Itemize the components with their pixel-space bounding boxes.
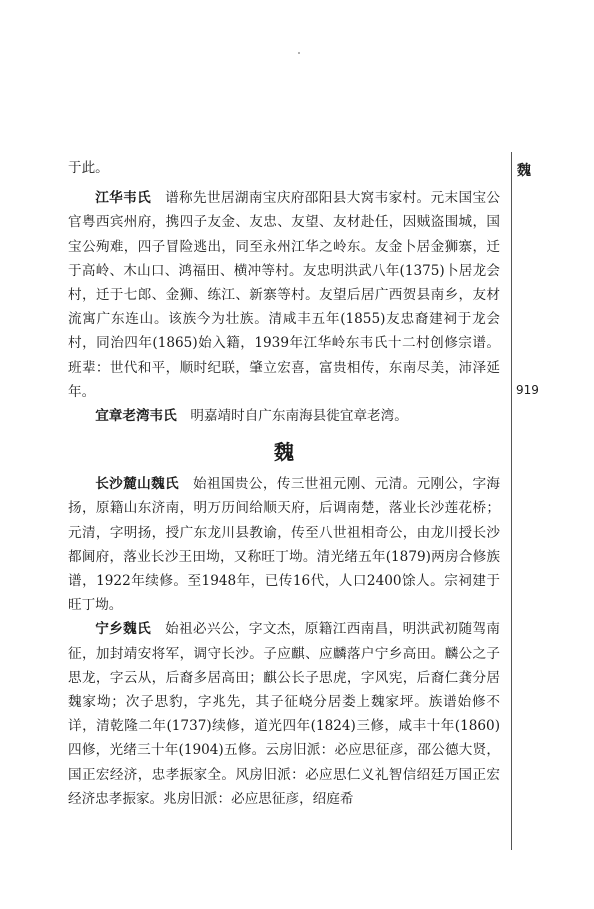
entry-text: 始祖国贵公，传三世祖元刚、元清。元刚公，字海扬，原籍山东济南，明万历间给顺天府，后调南楚，落业长沙莲花桥；元清，字明扬，授广东龙川县教谕，传至八世祖相奇公，由龙川授长沙都阃府，落业长沙王田坳，又称旺丁坳。清光绪五年(1879)两房合修族谱，1922年续修。至1948年，已传16代，人口2400馀人。宗祠建于旺丁坳。: [68, 476, 501, 614]
section-heading: 魏: [274, 440, 294, 465]
section-tab: 魏: [517, 163, 531, 179]
clan-name: 长沙麓山魏氏: [95, 476, 180, 493]
entry-yizhang-wei: [68, 404, 500, 428]
continuation-line: 于此。: [68, 160, 109, 176]
entry-jianghua-wei: [68, 186, 500, 404]
entry-text: 始祖必兴公，字文杰，原籍江西南昌，明洪武初随驾南征，加封靖安将军，调守长沙。子应麒、应麟落户宁乡高田。麟公之子思龙，字云从，后裔多居高田；麒公长子思虎，字风宪，后裔仁龚分居魏家坳；次子思豹，字兆先，其子征峣分居娄上魏家坪。族谱始修不详，清乾隆二年(1737)续修，道光四年(1824)三修，咸丰十年(1860)四修，光绪三十年(1904)五修。云房旧派：必应思征彦，邵公德大贤，国正宏经济，忠孝振家全。风房旧派：必应思仁义礼智信绍廷万国正宏经济忠孝振家。兆房旧派：必应思征彦，绍庭希: [68, 621, 501, 807]
entry-changsha-wei: [68, 472, 500, 617]
clan-name: 宜章老湾韦氏: [95, 408, 177, 425]
entry-ningxiang-wei: [68, 617, 500, 811]
page-number: 919: [516, 383, 539, 397]
entry-text: 谱称先世居湖南宝庆府邵阳县大窝韦家村。元末国宝公官粤西宾州府，携四子友金、友忠、友望、友材赴任，因贼盗围城，国宝公殉难，四子冒险逃出，同至永州江华之岭东。友金卜居金狮寨，迁于高岭、木山口、鸿福田、横冲等村。友忠明洪武八年(1375)卜居龙会村，迁于七郎、金狮、练江、新寨等村。友望后居广西贺县南乡，友材流寓广东连山。该族今为壮族。清咸丰五年(1855)友忠裔建祠于龙会村，同治四年(1865)始入籍，1939年江华岭东韦氏十二村创修宗谱。班辈：世代和平，顺时纪联，肇立宏喜，富贵相传，东南尽美，沛泽延年。: [68, 190, 501, 400]
decorative-dot: [298, 52, 300, 54]
margin-rule: [511, 152, 512, 850]
clan-name: 江华韦氏: [95, 190, 152, 207]
main-text: [68, 156, 500, 811]
entry-text: 明嘉靖时自广东南海县徙宜章老湾。: [190, 408, 408, 425]
clan-name: 宁乡魏氏: [95, 621, 152, 638]
